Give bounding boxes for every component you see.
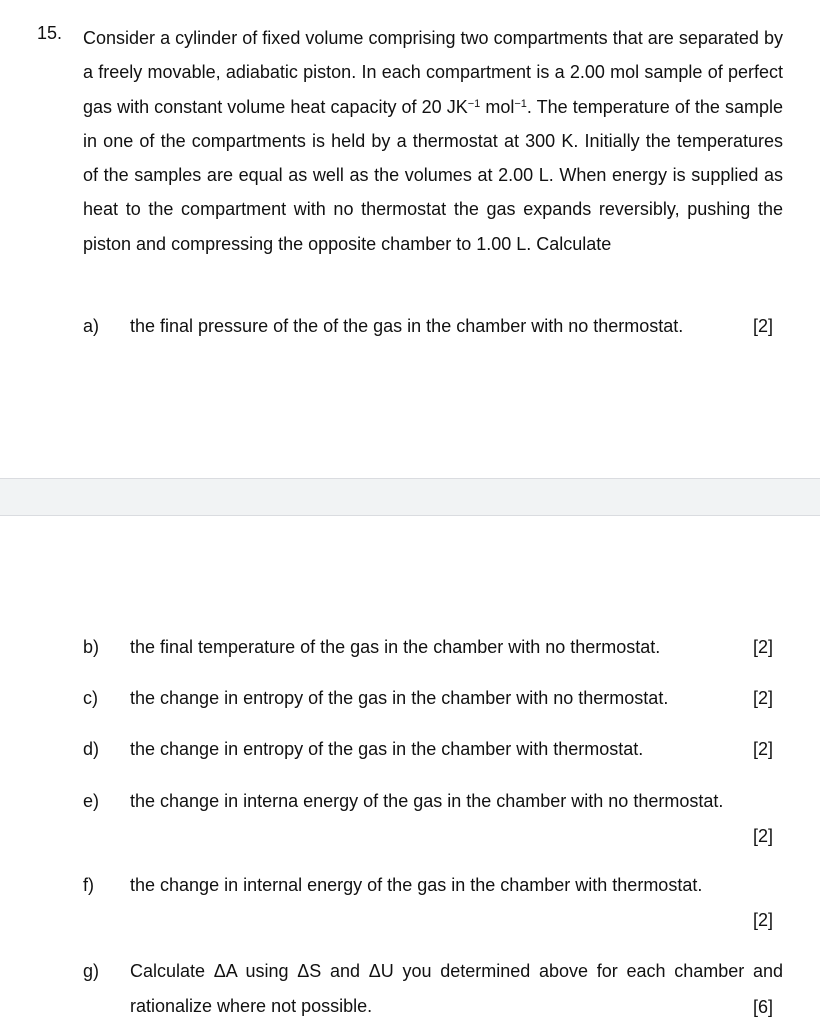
part-b-text: the final temperature of the gas in the chamber with no thermostat.	[130, 637, 661, 657]
part-f-label: f)	[83, 875, 94, 895]
question-number: 15.	[37, 23, 63, 43]
part-a-text: the final pressure of the of the gas in the chamber with no thermostat.	[130, 316, 684, 336]
part-b-marks: [2]	[752, 637, 773, 657]
part-f-marks: [2]	[752, 910, 773, 930]
part-e-text: the change in interna energy of the gas in the chamber with no thermostat.	[130, 791, 724, 811]
part-d-marks: [2]	[752, 739, 773, 759]
stem-text-3: . The temperature of the sample in one of the compartments is held by a thermostat at 300 K. Initially the temperatures of the samples are equal as well as the volumes at 2.00 L. When energy is supplied as heat to the compartment with no thermostat the gas expands reversibly, pushing the piston and compressing the opposite chamber to 1.00 L. Calculate	[83, 96, 784, 254]
part-c-label: c)	[83, 688, 98, 708]
part-d-text: the change in entropy of the gas in the chamber with thermostat.	[130, 739, 644, 759]
superscript-2: −1	[514, 97, 527, 110]
part-d-label: d)	[83, 739, 100, 759]
part-f-text: the change in internal energy of the gas in the chamber with thermostat.	[130, 875, 703, 895]
part-e-label: e)	[83, 791, 100, 811]
part-a-label: a)	[83, 316, 100, 336]
part-e-marks: [2]	[752, 826, 773, 846]
part-c-text: the change in entropy of the gas in the chamber with no thermostat.	[130, 688, 669, 708]
part-g-label: g)	[83, 961, 100, 981]
part-g-text: Calculate ΔA using ΔS and ΔU you determined above for each chamber and rationalize where not possible.	[130, 961, 783, 1016]
stem-text-2: mol	[480, 96, 515, 117]
part-b-label: b)	[83, 637, 100, 657]
question-stem	[83, 21, 783, 261]
part-g-marks: [6]	[752, 997, 773, 1017]
page-separator	[0, 478, 820, 516]
superscript-1: −1	[467, 97, 481, 110]
stem-text-1: Consider a cylinder of fixed volume comprising two compartments that are separated by a freely movable, adiabatic piston. In each compartment is a 2.00 mol sample of perfect gas with constant volume heat capacity of 20 JK	[83, 28, 783, 117]
part-c-marks: [2]	[752, 688, 773, 708]
part-a-marks: [2]	[752, 316, 773, 336]
